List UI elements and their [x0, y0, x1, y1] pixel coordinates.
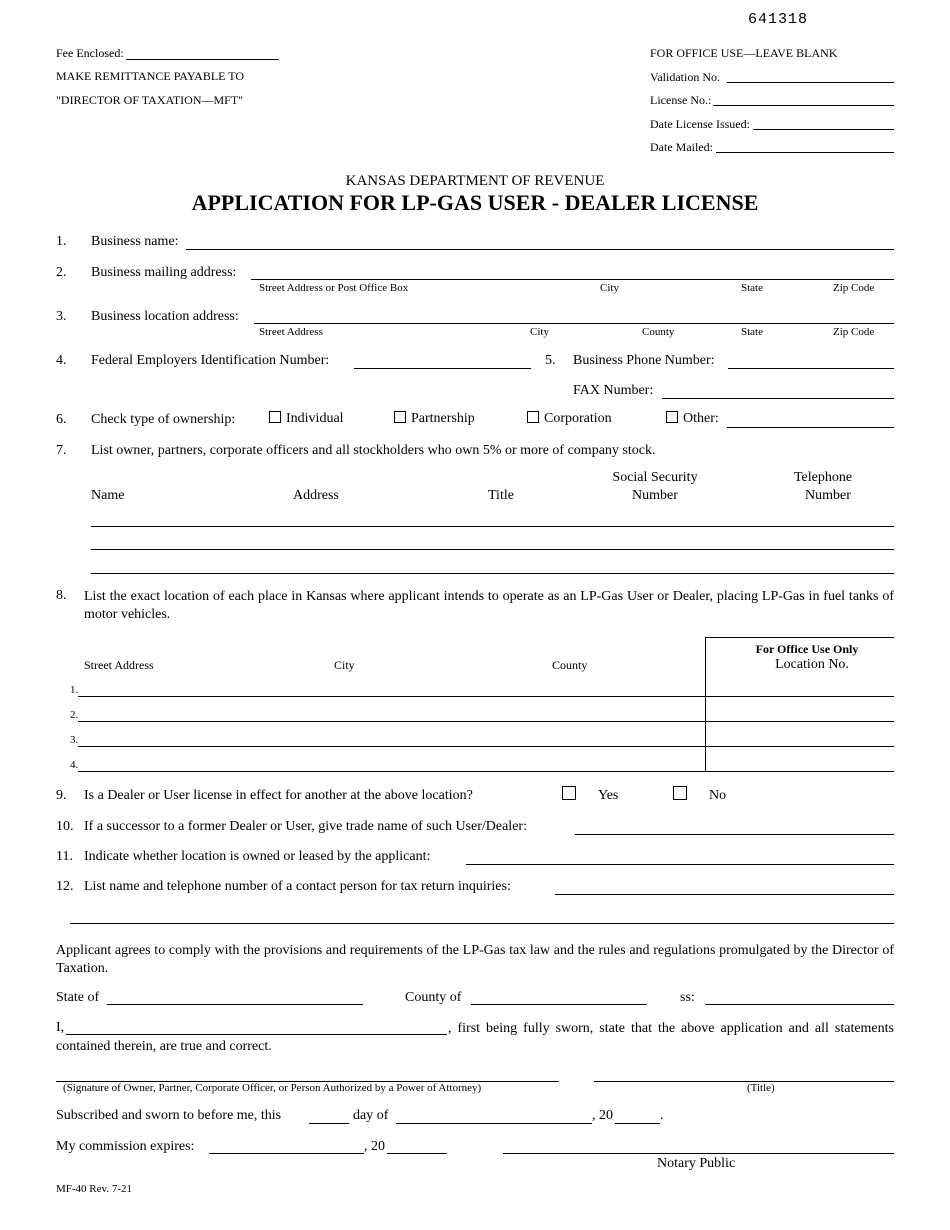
owner-row-3[interactable] [91, 573, 894, 574]
license-no-checkbox[interactable] [673, 786, 726, 804]
month-field[interactable] [396, 1123, 592, 1124]
commission-year-field[interactable] [387, 1153, 447, 1154]
checkbox-icon [269, 411, 281, 423]
oath-i: I, [56, 1020, 65, 1035]
office-use-only: For Office Use Only [755, 642, 859, 656]
location-row-4[interactable] [78, 771, 894, 772]
date-issued-field[interactable] [753, 129, 894, 130]
phone-field[interactable] [728, 368, 894, 369]
date-mailed-label: Date Mailed: [650, 140, 713, 154]
q6-label: Check type of ownership: [91, 412, 236, 427]
agency-name: KANSAS DEPARTMENT OF REVENUE [345, 173, 605, 189]
q3-sub-street: Street Address [259, 326, 323, 338]
q12-number: 12. [56, 879, 74, 894]
q3-sub-zip: Zip Code [833, 326, 875, 338]
col-address: Address [293, 488, 339, 503]
license-field[interactable] [713, 105, 894, 106]
title-field[interactable] [594, 1081, 894, 1082]
day-of-label: day of [353, 1108, 389, 1123]
location-row-num: 3. [70, 734, 79, 746]
q11-number: 11. [56, 849, 73, 864]
year-field[interactable] [615, 1123, 660, 1124]
ss-label: ss: [680, 990, 695, 1005]
q3-number: 3. [56, 309, 67, 324]
year-prefix: , 20 [592, 1108, 613, 1123]
q9-number: 9. [56, 788, 67, 803]
fee-enclosed-field[interactable] [126, 59, 279, 60]
period: . [660, 1108, 664, 1123]
q8-label: List the exact location of each place in Kansas where applicant intends to operate as an LP-Gas User or Dealer, placing LP-Gas in fuel tanks of motor vehicles. [84, 589, 894, 622]
date-mailed-field[interactable] [716, 152, 894, 153]
commission-date-field[interactable] [209, 1153, 364, 1154]
checkbox-icon [562, 786, 576, 800]
agreement-text: Applicant agrees to comply with the provisions and requirements of the LP-Gas tax law and the rules and regulations promulgated by the Director of Taxation. [56, 943, 894, 976]
owner-row-1[interactable] [91, 526, 894, 527]
title-caption: (Title) [747, 1082, 775, 1094]
business-name-field[interactable] [186, 249, 894, 250]
q6-number: 6. [56, 412, 67, 427]
successor-field[interactable] [575, 834, 894, 835]
owner-row-2[interactable] [91, 549, 894, 550]
license-label: License No.: [650, 93, 712, 107]
q2-sub-state: State [741, 282, 763, 294]
owned-leased-field[interactable] [466, 864, 894, 865]
state-of-field[interactable] [107, 1004, 363, 1005]
q2-sub-zip: Zip Code [833, 282, 875, 294]
day-field[interactable] [309, 1123, 349, 1124]
q12-label: List name and telephone number of a contact person for tax return inquiries: [84, 879, 511, 894]
q8-number: 8. [56, 588, 67, 603]
col-ssn-1: Social Security [612, 470, 698, 485]
individual-label: Individual [286, 411, 344, 426]
q3-label: Business location address: [91, 309, 239, 324]
q3-sub-county: County [642, 326, 675, 338]
col-title: Title [488, 488, 514, 503]
fax-label: FAX Number: [573, 383, 654, 398]
validation-field[interactable] [727, 82, 894, 83]
col-tel-1: Telephone [793, 470, 853, 485]
col-county: County [552, 658, 588, 672]
other-label: Other: [683, 411, 719, 426]
checkbox-icon [666, 411, 678, 423]
remit-line1: MAKE REMITTANCE PAYABLE TO [56, 69, 245, 83]
location-address-field[interactable] [254, 323, 894, 324]
checkbox-icon [394, 411, 406, 423]
q2-sub-street: Street Address or Post Office Box [259, 282, 409, 294]
mailing-address-field[interactable] [251, 279, 894, 280]
contact-field[interactable] [555, 894, 894, 895]
col-city: City [334, 658, 355, 672]
ownership-other-checkbox[interactable] [666, 411, 719, 427]
ownership-individual-checkbox[interactable] [269, 411, 344, 427]
q9-label: Is a Dealer or User license in effect for another at the above location? [84, 788, 473, 803]
form-revision: MF-40 Rev. 7-21 [56, 1183, 132, 1195]
q3-sub-city: City [530, 326, 549, 338]
ownership-partnership-checkbox[interactable] [394, 411, 475, 427]
state-of-label: State of [56, 990, 100, 1005]
notary-signature-field[interactable] [503, 1153, 894, 1154]
license-yes-checkbox[interactable] [562, 786, 618, 804]
q4-label: Federal Employers Identification Number: [91, 353, 330, 368]
no-label: No [709, 788, 727, 803]
q2-number: 2. [56, 265, 67, 280]
checkbox-icon [527, 411, 539, 423]
col-ssn-2: Number [632, 488, 678, 503]
q11-label: Indicate whether location is owned or leased by the applicant: [84, 849, 431, 864]
ss-field[interactable] [705, 1004, 894, 1005]
q10-number: 10. [56, 819, 74, 834]
partnership-label: Partnership [411, 411, 475, 426]
fein-field[interactable] [354, 368, 531, 369]
office-use-divider [705, 638, 706, 771]
location-row-3[interactable] [78, 746, 894, 747]
ownership-corporation-checkbox[interactable] [527, 411, 612, 427]
yes-label: Yes [598, 788, 619, 803]
q5-number: 5. [545, 353, 556, 368]
location-no-header: Location No. [775, 657, 849, 672]
date-issued-label: Date License Issued: [650, 117, 750, 131]
q4-number: 4. [56, 353, 67, 368]
col-street: Street Address [84, 658, 154, 672]
county-of-field[interactable] [471, 1004, 647, 1005]
q1-number: 1. [56, 234, 67, 249]
other-ownership-field[interactable] [727, 427, 894, 428]
fax-field[interactable] [662, 398, 894, 399]
q10-label: If a successor to a former Dealer or User, give trade name of such User/Dealer: [84, 819, 527, 834]
office-use-title: FOR OFFICE USE—LEAVE BLANK [650, 46, 838, 60]
location-row-num: 2. [70, 709, 79, 721]
office-use-top-rule [705, 637, 894, 638]
q7-number: 7. [56, 443, 67, 458]
col-name: Name [91, 488, 125, 503]
contact-field-continued[interactable] [70, 923, 894, 924]
q7-label: List owner, partners, corporate officers and all stockholders who own 5% or more of company stock. [91, 443, 656, 458]
form-title: APPLICATION FOR LP-GAS USER - DEALER LICENSE [191, 190, 759, 215]
remit-line2: "DIRECTOR OF TAXATION—MFT" [56, 93, 244, 107]
oath-statement: , first being fully sworn, state that the above application and all statements contained therein, are true and correct. [56, 1021, 894, 1054]
checkbox-icon [673, 786, 687, 800]
col-tel-2: Number [805, 488, 851, 503]
location-row-num: 1. [70, 684, 79, 696]
q2-label: Business mailing address: [91, 265, 237, 280]
form-number: 641318 [748, 11, 809, 28]
q3-sub-state: State [741, 326, 763, 338]
location-row-2[interactable] [78, 721, 894, 722]
q5-label: Business Phone Number: [573, 353, 715, 368]
fee-enclosed-label: Fee Enclosed: [56, 46, 124, 60]
location-row-1[interactable] [78, 696, 894, 697]
q1-label: Business name: [91, 234, 179, 249]
location-row-num: 4. [70, 759, 79, 771]
validation-label: Validation No. [650, 70, 720, 84]
corporation-label: Corporation [544, 411, 612, 426]
commission-label: My commission expires: [56, 1139, 195, 1154]
subscribed-label: Subscribed and sworn to before me, this [56, 1108, 282, 1123]
commission-year-prefix: , 20 [364, 1139, 385, 1154]
q2-sub-city: City [600, 282, 619, 294]
signature-caption: (Signature of Owner, Partner, Corporate Officer, or Person Authorized by a Power of Attorney) [63, 1082, 482, 1094]
notary-caption: Notary Public [657, 1156, 736, 1171]
county-of-label: County of [405, 990, 462, 1005]
